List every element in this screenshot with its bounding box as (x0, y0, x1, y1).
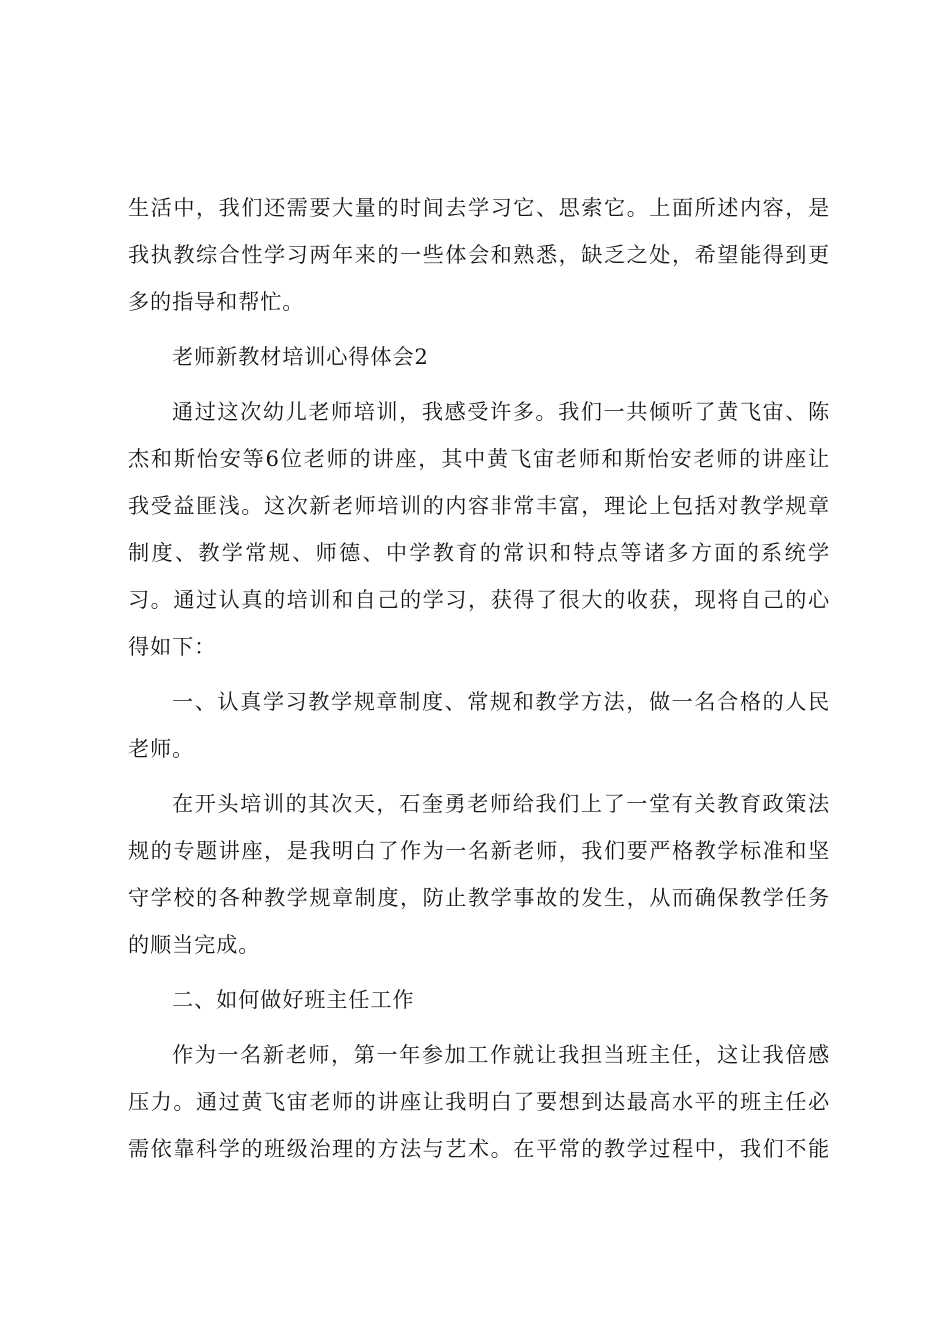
paragraph (128, 678, 830, 772)
heading-text: 二、如何做好班主任工作 (172, 987, 415, 1012)
text-line: 杰和斯怡安等6位老师的讲座，其中黄飞宙老师和斯怡安老师的讲座让 (128, 446, 830, 471)
text-line: 一、认真学习教学规章制度、常规和教学方法，做一名合格的人民 (172, 689, 830, 714)
paragraph (128, 1031, 830, 1172)
text-line: 守学校的各种教学规章制度，防止教学事故的发生，从而确保教学任务 (128, 885, 830, 910)
text-line: 作为一名新老师，第一年参加工作就让我担当班主任，这让我倍感 (172, 1042, 830, 1067)
text-line: 制度、教学常规、师德、中学教育的常识和特点等诸多方面的系统学 (128, 540, 830, 565)
paragraph-continuation (128, 184, 830, 325)
section-heading (128, 976, 830, 1023)
text-line: 习。通过认真的培训和自己的学习，获得了很大的收获，现将自己的心 (128, 587, 830, 612)
document-body (128, 184, 830, 1180)
text-line: 压力。通过黄飞宙老师的讲座让我明白了要想到达最高水平的班主任必 (128, 1089, 830, 1114)
text-line: 得如下： (128, 634, 217, 659)
text-line: 多的指导和帮忙。 (128, 289, 305, 314)
text-line: 我受益匪浅。这次新老师培训的内容非常丰富，理论上包括对教学规章 (128, 493, 830, 518)
section-heading (128, 333, 830, 380)
text-line: 的顺当完成。 (128, 932, 261, 957)
heading-text: 老师新教材培训心得体会2 (172, 344, 429, 369)
paragraph (128, 388, 830, 670)
text-line: 在开头培训的其次天，石奎勇老师给我们上了一堂有关教育政策法 (172, 791, 830, 816)
paragraph (128, 780, 830, 968)
text-line: 生活中，我们还需要大量的时间去学习它、思索它。上面所述内容，是 (128, 195, 830, 220)
text-line: 规的专题讲座，是我明白了作为一名新老师，我们要严格教学标准和坚 (128, 838, 830, 863)
text-line: 通过这次幼儿老师培训，我感受许多。我们一共倾听了黄飞宙、陈 (172, 399, 830, 424)
text-line: 我执教综合性学习两年来的一些体会和熟悉，缺乏之处，希望能得到更 (128, 242, 830, 267)
text-line: 需依靠科学的班级治理的方法与艺术。在平常的教学过程中，我们不能 (128, 1136, 830, 1161)
text-line: 老师。 (128, 736, 195, 761)
